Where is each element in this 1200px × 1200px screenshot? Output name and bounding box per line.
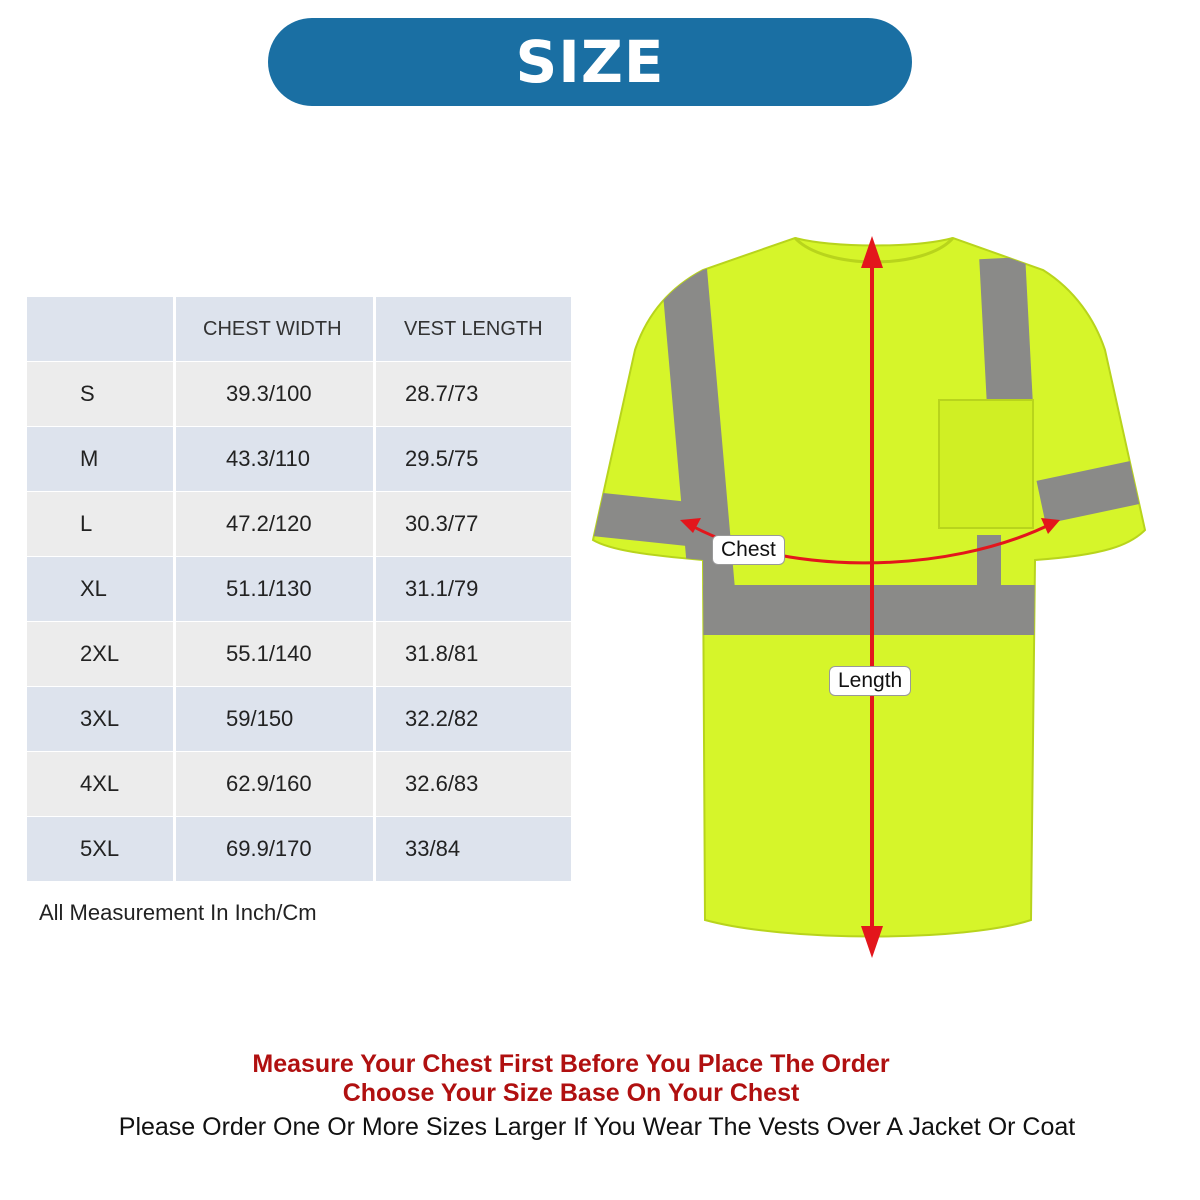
size-cell: 5XL <box>27 817 173 882</box>
chest-width-cell: 43.3/110 <box>173 427 373 492</box>
instruction-line-1: Measure Your Chest First Before You Place The Order <box>252 1050 890 1078</box>
hi-vis-shirt-illustration <box>585 230 1165 970</box>
measurement-unit-note: All Measurement In Inch/Cm <box>39 900 317 925</box>
table-row <box>27 687 571 752</box>
size-cell: L <box>27 492 173 557</box>
length-label: Length <box>829 666 911 696</box>
instruction-line-2: Choose Your Size Base On Your Chest <box>342 1079 800 1107</box>
vest-length-cell: 32.2/82 <box>373 687 571 752</box>
size-cell: 3XL <box>27 687 173 752</box>
size-cell: 2XL <box>27 622 173 687</box>
chest-label: Chest <box>712 535 785 565</box>
shirt-diagram <box>585 230 1165 970</box>
reflective-strip-right-vertical <box>979 257 1033 414</box>
header-cell-chest-width: CHEST WIDTH <box>173 297 373 362</box>
title-banner <box>268 18 912 106</box>
table-row <box>27 427 571 492</box>
size-cell: M <box>27 427 173 492</box>
size-cell: S <box>27 362 173 427</box>
vest-length-cell: 29.5/75 <box>373 427 571 492</box>
instruction-line-3: Please Order One Or More Sizes Larger If You Wear The Vests Over A Jacket Or Coat <box>118 1113 1076 1141</box>
footer-instructions <box>0 1050 1200 1144</box>
reflective-strip-waist <box>685 585 1045 635</box>
vest-length-cell: 32.6/83 <box>373 752 571 817</box>
table-row <box>27 557 571 622</box>
chest-width-cell: 47.2/120 <box>173 492 373 557</box>
vest-length-cell: 31.1/79 <box>373 557 571 622</box>
header-cell-vest-length: VEST LENGTH <box>373 297 571 362</box>
size-chart-table <box>27 297 571 882</box>
header-cell-size <box>27 297 173 362</box>
chest-width-cell: 55.1/140 <box>173 622 373 687</box>
table-row <box>27 817 571 882</box>
chest-width-cell: 59/150 <box>173 687 373 752</box>
table-row <box>27 752 571 817</box>
size-cell: 4XL <box>27 752 173 817</box>
chest-width-cell: 51.1/130 <box>173 557 373 622</box>
chest-width-cell: 39.3/100 <box>173 362 373 427</box>
chest-width-cell: 69.9/170 <box>173 817 373 882</box>
table-row <box>27 492 571 557</box>
banner-title: SIZE <box>515 28 665 96</box>
vest-length-cell: 33/84 <box>373 817 571 882</box>
vest-length-cell: 30.3/77 <box>373 492 571 557</box>
table-row <box>27 622 571 687</box>
table-header-row <box>27 297 571 362</box>
size-cell: XL <box>27 557 173 622</box>
table-row <box>27 362 571 427</box>
chest-width-cell: 62.9/160 <box>173 752 373 817</box>
vest-length-cell: 28.7/73 <box>373 362 571 427</box>
chest-pocket <box>939 400 1033 528</box>
vest-length-cell: 31.8/81 <box>373 622 571 687</box>
